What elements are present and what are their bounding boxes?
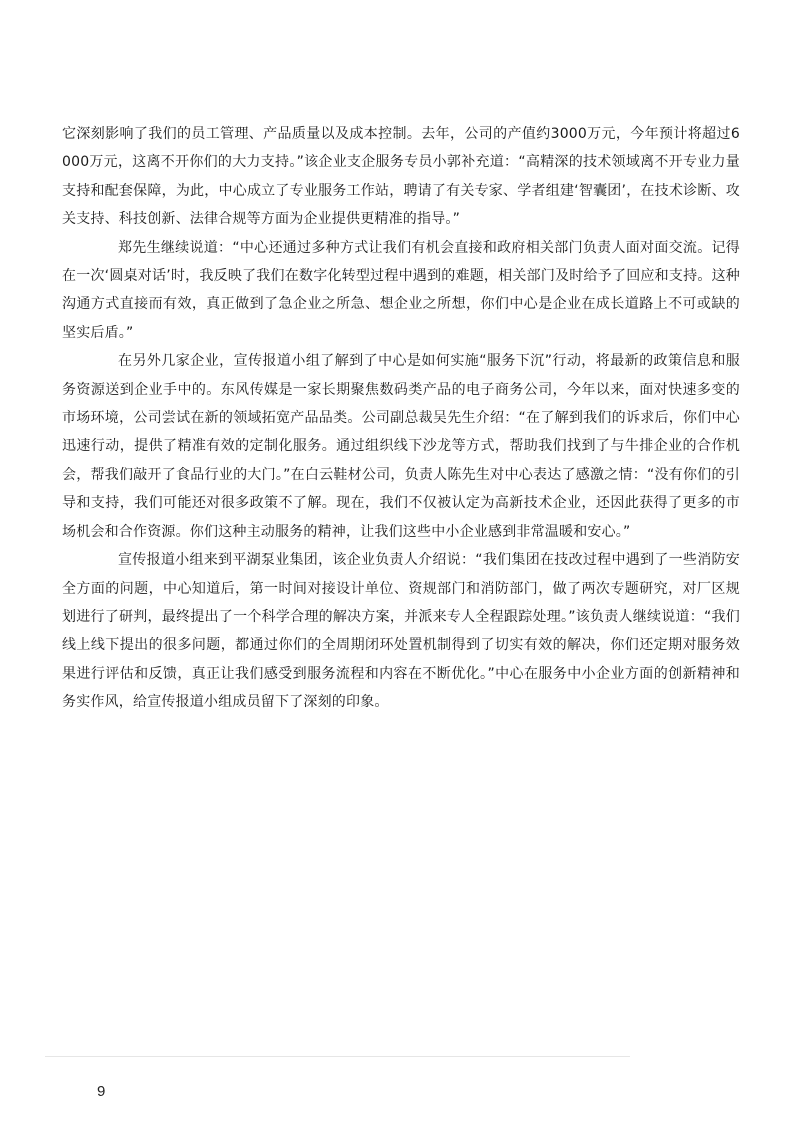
page-number: 9 bbox=[97, 1083, 106, 1100]
body-text bbox=[62, 120, 740, 717]
paragraph-2: 郑先生继续说道：“中心还通过多种方式让我们有机会直接和政府相关部门负责人面对面交流。记得在一次‘圆桌对话’时，我反映了我们在数字化转型过程中遇到的难题，相关部门及时给予了回应和支持。这种沟通方式直接而有效，真正做到了急企业之所急、想企业之所想，你们中心是企业在成长道路上不可或缺的坚实后盾。” bbox=[62, 239, 740, 341]
paragraph-3: 在另外几家企业，宣传报道小组了解到了中心是如何实施“服务下沉”行动，将最新的政策信息和服务资源送到企业手中的。东风传媒是一家长期聚焦数码类产品的电子商务公司，今年以来，面对快速多变的市场环境，公司尝试在新的领域拓宽产品品类。公司副总裁吴先生介绍：“在了解到我们的诉求后，你们中心迅速行动，提供了精准有效的定制化服务。通过组织线下沙龙等方式，帮助我们找到了与牛排企业的合作机会，帮我们敲开了食品行业的大门。”在白云鞋材公司，负责人陈先生对中心表达了感激之情：“没有你们的引导和支持，我们可能还对很多政策不了解。现在，我们不仅被认定为高新技术企业，还因此获得了更多的市场机会和合作资源。你们这种主动服务的精神，让我们这些中小企业感到非常温暖和安心。” bbox=[62, 353, 740, 540]
footer-divider bbox=[45, 1056, 630, 1057]
paragraph-1: 它深刻影响了我们的员工管理、产品质量以及成本控制。去年，公司的产值约3000万元，今年预计将超过6000万元，这离不开你们的大力支持。”该企业支企服务专员小郭补充道：“高精深的技术领域离不开专业力量支持和配套保障，为此，中心成立了专业服务工作站，聘请了有关专家、学者组建‘智囊团’，在技术诊断、攻关支持、科技创新、法律合规等方面为企业提供更精准的指导。” bbox=[62, 126, 740, 228]
paragraph-4: 宣传报道小组来到平湖泵业集团，该企业负责人介绍说：“我们集团在技改过程中遇到了一些消防安全方面的问题，中心知道后，第一时间对接设计单位、资规部门和消防部门，做了两次专题研究，对厂区规划进行了研判，最终提出了一个科学合理的解决方案，并派来专人全程跟踪处理。”该负责人继续说道：“我们线上线下提出的很多问题，都通过你们的全周期闭环处置机制得到了切实有效的解决，你们还定期对服务效果进行评估和反馈，真正让我们感受到服务流程和内容在不断优化。”中心在服务中小企业方面的创新精神和务实作风，给宣传报道小组成员留下了深刻的印象。 bbox=[62, 552, 740, 711]
